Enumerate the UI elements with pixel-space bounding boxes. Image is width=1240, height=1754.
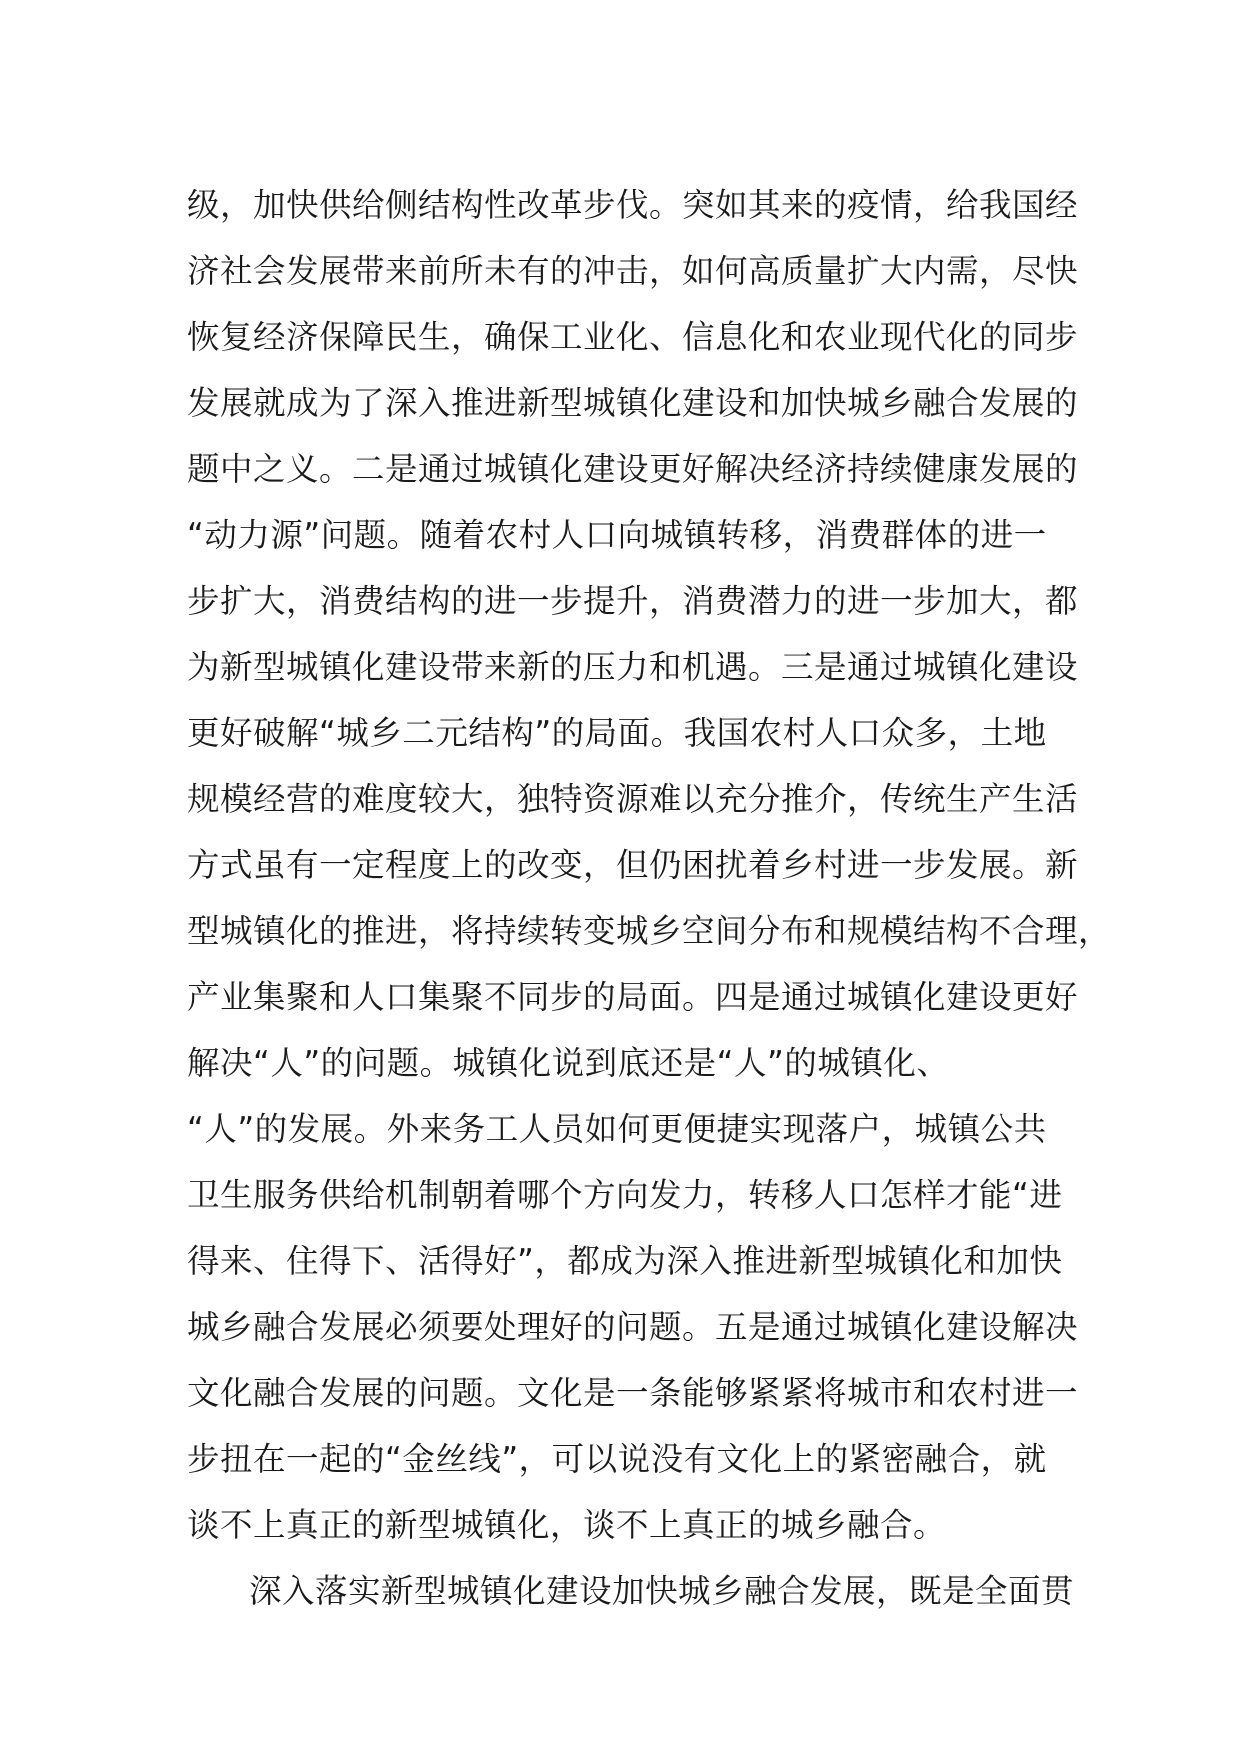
text-line: 文化融合发展的问题。文化是一条能够紧紧将城市和农村进一 (187, 1374, 1079, 1412)
document-body-text (187, 172, 1112, 1624)
text-line: 恢复经济保障民生，确保工业化、信息化和农业现代化的同步 (187, 318, 1079, 356)
text-line: 发展就成为了深入推进新型城镇化建设和加快城乡融合发展的 (187, 384, 1079, 422)
text-line: 解决“人”的问题。城镇化说到底还是“人”的城镇化、 (187, 1044, 950, 1082)
text-line: 题中之义。二是通过城镇化建设更好解决经济持续健康发展的 (187, 450, 1079, 488)
text-line: 谈不上真正的新型城镇化，谈不上真正的城乡融合。 (187, 1506, 947, 1544)
text-line: 济社会发展带来前所未有的冲击，如何高质量扩大内需，尽快 (187, 252, 1079, 290)
text-line: 更好破解“城乡二元结构”的局面。我国农村人口众多，土地 (187, 714, 1047, 752)
text-line: 产业集聚和人口集聚不同步的局面。四是通过城镇化建设更好 (187, 978, 1079, 1016)
text-line: 级，加快供给侧结构性改革步伐。突如其来的疫情，给我国经 (187, 186, 1079, 224)
paragraph-first-line: 深入落实新型城镇化建设加快城乡融合发展，既是全面贯 (249, 1572, 1075, 1610)
text-line: 为新型城镇化建设带来新的压力和机遇。三是通过城镇化建设 (187, 648, 1079, 686)
text-line: “动力源”问题。随着农村人口向城镇转移，消费群体的进一 (187, 516, 1047, 554)
text-line: 得来、住得下、活得好”，都成为深入推进新型城镇化和加快 (187, 1242, 1063, 1280)
text-line: “人”的发展。外来务工人员如何更便捷实现落户，城镇公共 (187, 1110, 1047, 1148)
text-line: 规模经营的难度较大，独特资源难以充分推介，传统生产生活 (187, 780, 1079, 818)
text-line: 城乡融合发展必须要处理好的问题。五是通过城镇化建设解决 (187, 1308, 1079, 1346)
text-line: 步扩大，消费结构的进一步提升，消费潜力的进一步加大，都 (187, 582, 1079, 620)
text-line: 步扭在一起的“金丝线”，可以说没有文化上的紧密融合，就 (187, 1440, 1047, 1478)
text-line: 方式虽有一定程度上的改变，但仍困扰着乡村进一步发展。新 (187, 846, 1079, 884)
text-line: 卫生服务供给机制朝着哪个方向发力，转移人口怎样才能“进 (187, 1176, 1063, 1214)
text-line: 型城镇化的推进，将持续转变城乡空间分布和规模结构不合理， (187, 912, 1112, 950)
